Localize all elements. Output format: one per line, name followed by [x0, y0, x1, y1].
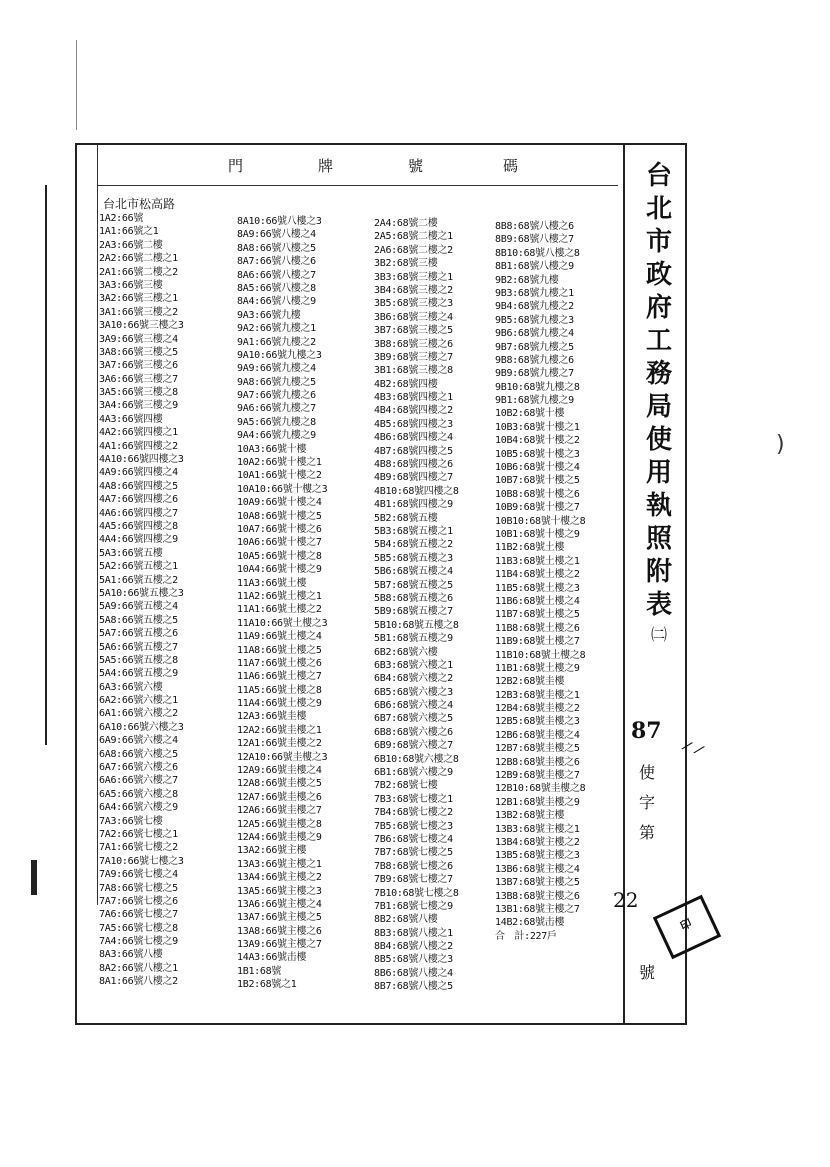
address-entry: 12A10:66號圭樓之3 — [237, 751, 328, 763]
address-entry: 6B7:68號六樓之5 — [374, 713, 453, 725]
address-entry: 8A6:66號八樓之7 — [237, 269, 316, 281]
inner-left-rule — [97, 145, 98, 905]
address-entry: 3A8:66號三樓之5 — [99, 346, 178, 358]
header-char-4: 碼 — [503, 157, 519, 175]
title-char: 務 — [645, 359, 672, 389]
address-entry: 8B6:68號八樓之4 — [374, 967, 453, 979]
address-entry: 10B4:68號十樓之2 — [495, 435, 580, 447]
address-entry: 11B5:68號土樓之3 — [495, 582, 580, 594]
address-entry: 12B5:68號圭樓之3 — [495, 716, 580, 728]
issue-number: 22 — [613, 888, 639, 912]
address-entry: 11B7:68號土樓之5 — [495, 609, 580, 621]
address-entry: 6B3:68號六樓之1 — [374, 659, 453, 671]
address-entry: 7A3:66號七樓 — [99, 815, 163, 827]
label-shi: 使 — [639, 763, 656, 782]
address-entry: 12A6:66號圭樓之7 — [237, 805, 322, 817]
address-entry: 8A7:66號八樓之6 — [237, 256, 316, 268]
address-entry: 4B1:68號四樓之9 — [374, 499, 453, 511]
address-entry: 13A2:66號主樓 — [237, 845, 307, 857]
address-entry: 7B3:68號七樓之1 — [374, 793, 453, 805]
title-char: 政 — [645, 260, 672, 290]
address-entry: 5A3:66號五樓 — [99, 547, 163, 559]
address-entry: 5B1:68號五樓之9 — [374, 633, 453, 645]
street-name: 台北市松高路 — [103, 197, 176, 211]
address-entry: 11B6:68號土樓之4 — [495, 595, 580, 607]
address-entry: 6A8:66號六樓之5 — [99, 748, 178, 760]
address-entry: 8B5:68號八樓之3 — [374, 954, 453, 966]
address-entry: 12B2:68號圭樓 — [495, 676, 565, 688]
address-entry: 3B7:68號三樓之5 — [374, 325, 453, 337]
address-entry: 2A4:68號二樓 — [374, 218, 438, 229]
address-entry: 13A4:66號主樓之2 — [237, 872, 322, 884]
handwritten-mark: ⟋ ⟋ — [680, 738, 706, 758]
address-entry: 10A1:66號十樓之2 — [237, 470, 322, 482]
address-entry: 合 計:227戶 — [495, 930, 557, 942]
address-entry: 4B2:68號四樓 — [374, 378, 438, 390]
address-entry: 10A7:66號十樓之6 — [237, 523, 322, 535]
title-char: 北 — [645, 194, 672, 224]
address-entry: 3B6:68號三樓之4 — [374, 311, 453, 323]
address-entry: 7A5:66號七樓之8 — [99, 922, 178, 934]
address-entry: 3A7:66號三樓之6 — [99, 360, 178, 372]
address-entry: 7A10:66號七樓之3 — [99, 855, 184, 867]
scan-mark-top-left — [76, 40, 77, 130]
address-entry: 11A4:66號土樓之9 — [237, 698, 322, 710]
address-entry: 5B9:68號五樓之7 — [374, 606, 453, 618]
address-entry: 6B9:68號六樓之7 — [374, 740, 453, 752]
address-entry: 13A6:66號主樓之4 — [237, 898, 322, 910]
address-column-1 — [99, 212, 235, 989]
address-entry: 10A5:66號十樓之8 — [237, 550, 322, 562]
address-entry: 7A7:66號七樓之6 — [99, 895, 178, 907]
address-entry: 11A6:66號土樓之7 — [237, 671, 322, 683]
address-entry: 10B9:68號十樓之7 — [495, 502, 580, 514]
title-char: 附 — [645, 557, 672, 587]
address-entry: 12B8:68號圭樓之6 — [495, 756, 580, 768]
address-entry: 3A3:66號三樓 — [99, 279, 163, 291]
title-char: 用 — [645, 458, 672, 488]
address-entry: 7A8:66號七樓之5 — [99, 882, 178, 894]
address-entry: 6B6:68號六樓之4 — [374, 700, 453, 712]
address-entry: 10A3:66號十樓 — [237, 443, 307, 455]
address-entry: 9A10:66號九樓之3 — [237, 349, 322, 361]
address-entry: 9B9:68號九樓之7 — [495, 368, 574, 380]
address-entry: 10B6:68號十樓之4 — [495, 462, 580, 474]
address-entry: 2A1:66號二樓之2 — [99, 266, 178, 278]
address-entry: 11A8:66號土樓之5 — [237, 644, 322, 656]
address-entry: 8A1:66號八樓之2 — [99, 976, 178, 988]
address-entry: 7B9:68號七樓之7 — [374, 874, 453, 886]
address-entry: 6A5:66號六樓之8 — [99, 788, 178, 800]
address-entry: 12A4:66號圭樓之9 — [237, 831, 322, 843]
address-entry: 12B9:68號圭樓之7 — [495, 770, 580, 782]
address-entry: 6A3:66號六樓 — [99, 681, 163, 693]
address-entry: 3B3:68號三樓之1 — [374, 271, 453, 283]
scan-mark-left-vertical — [45, 185, 47, 745]
address-entry: 7A4:66號七樓之9 — [99, 936, 178, 948]
address-entry: 10A10:66號十樓之3 — [237, 483, 328, 495]
address-entry: 11A9:66號土樓之4 — [237, 631, 322, 643]
address-entry: 7B5:68號七樓之3 — [374, 820, 453, 832]
address-entry: 7A2:66號七樓之1 — [99, 828, 178, 840]
address-entry: 11B3:68號土樓之1 — [495, 555, 580, 567]
table-frame — [75, 143, 687, 1025]
address-entry: 13A9:66號主樓之7 — [237, 939, 322, 951]
address-entry: 4B4:68號四樓之2 — [374, 405, 453, 417]
address-entry: 6B8:68號六樓之6 — [374, 726, 453, 738]
address-entry: 8B4:68號八樓之2 — [374, 941, 453, 953]
address-entry: 9B5:68號九樓之3 — [495, 314, 574, 326]
address-entry: 12A3:66號圭樓 — [237, 711, 307, 723]
address-entry: 12B10:68號圭樓之8 — [495, 783, 586, 795]
address-entry: 7B4:68號七樓之2 — [374, 807, 453, 819]
address-entry: 8B2:68號八樓 — [374, 914, 438, 926]
address-entry: 5A1:66號五樓之2 — [99, 574, 178, 586]
address-entry: 13B4:68號主樓之2 — [495, 836, 580, 848]
address-entry: 4A7:66號四樓之6 — [99, 494, 178, 506]
address-entry: 5A7:66號五樓之6 — [99, 628, 178, 640]
address-entry: 5A5:66號五樓之8 — [99, 654, 178, 666]
address-entry: 12A5:66號圭樓之8 — [237, 818, 322, 830]
address-entry: 13A8:66號主樓之6 — [237, 925, 322, 937]
address-entry: 9B7:68號九樓之5 — [495, 341, 574, 353]
address-entry: 14B2:68號击樓 — [495, 917, 565, 929]
address-entry: 3A2:66號三樓之1 — [99, 293, 178, 305]
address-column-4 — [495, 220, 631, 943]
address-entry: 3B1:68號三樓之8 — [374, 365, 453, 377]
address-entry: 10B5:68號十樓之3 — [495, 448, 580, 460]
address-entry: 10B3:68號十樓之1 — [495, 421, 580, 433]
address-entry: 5A9:66號五樓之4 — [99, 601, 178, 613]
address-entry: 1B1:68號 — [237, 965, 282, 977]
address-entry: 7A6:66號七樓之7 — [99, 909, 178, 921]
address-entry: 5B7:68號五樓之5 — [374, 579, 453, 591]
address-entry: 11A2:66號土樓之1 — [237, 590, 322, 602]
address-entry: 8A8:66號八樓之5 — [237, 242, 316, 254]
address-entry: 12B1:68號圭樓之9 — [495, 796, 580, 808]
address-entry: 9A2:66號九樓之1 — [237, 323, 316, 335]
address-entry: 10B8:68號十樓之6 — [495, 488, 580, 500]
address-entry: 8B10:68號八樓之8 — [495, 247, 580, 259]
address-entry: 6B1:68號六樓之9 — [374, 767, 453, 779]
address-entry: 10A6:66號十樓之7 — [237, 537, 322, 549]
address-entry: 8B7:68號八樓之5 — [374, 981, 453, 993]
address-entry: 12B7:68號圭樓之5 — [495, 743, 580, 755]
title-char: 台 — [645, 161, 672, 191]
seal-stamp: 印 — [653, 895, 721, 960]
address-entry: 5B6:68號五樓之4 — [374, 566, 453, 578]
address-entry: 4A5:66號四樓之8 — [99, 520, 178, 532]
address-entry: 13B1:68號主樓之7 — [495, 903, 580, 915]
address-entry: 8A10:66號八樓之3 — [237, 216, 322, 227]
address-entry: 4A4:66號四樓之9 — [99, 534, 178, 546]
address-entry: 13A3:66號主樓之1 — [237, 858, 322, 870]
label-zi: 字 — [639, 793, 656, 812]
address-entry: 1A2:66號 — [99, 213, 144, 224]
address-entry: 3B8:68號三樓之6 — [374, 338, 453, 350]
address-entry: 7A1:66號七樓之2 — [99, 842, 178, 854]
address-entry: 7B8:68號七樓之6 — [374, 860, 453, 872]
address-entry: 5B5:68號五樓之3 — [374, 552, 453, 564]
title-char: 照 — [645, 524, 672, 554]
address-entry: 2A6:68號二樓之2 — [374, 244, 453, 256]
address-entry: 11B9:68號土樓之7 — [495, 636, 580, 648]
address-entry: 4B8:68號四樓之6 — [374, 459, 453, 471]
address-entry: 9A1:66號九樓之2 — [237, 336, 316, 348]
address-entry: 9B8:68號九樓之6 — [495, 354, 574, 366]
address-entry: 8A9:66號八樓之4 — [237, 229, 316, 241]
address-entry: 10B1:68號十樓之9 — [495, 528, 580, 540]
address-entry: 6B10:68號六樓之8 — [374, 753, 459, 765]
address-entry: 8A4:66號八樓之9 — [237, 296, 316, 308]
address-entry: 6B2:68號六樓 — [374, 646, 438, 658]
address-entry: 3B5:68號三樓之3 — [374, 298, 453, 310]
title-char: 使 — [645, 425, 672, 455]
address-entry: 10B7:68號十樓之5 — [495, 475, 580, 487]
address-entry: 11B2:68號土樓 — [495, 542, 565, 554]
address-entry: 7A9:66號七樓之4 — [99, 869, 178, 881]
title-char: 府 — [645, 293, 672, 323]
address-entry: 3A5:66號三樓之8 — [99, 387, 178, 399]
address-entry: 4A9:66號四樓之4 — [99, 467, 178, 479]
address-entry: 11A3:66號土樓 — [237, 577, 307, 589]
address-entry: 8B8:68號八樓之6 — [495, 221, 574, 232]
address-entry: 5B4:68號五樓之2 — [374, 539, 453, 551]
address-entry: 5B8:68號五樓之6 — [374, 592, 453, 604]
address-entry: 10B2:68號十樓 — [495, 408, 565, 420]
scan-paren-mark: ) — [776, 432, 785, 457]
address-entry: 6A6:66號六樓之7 — [99, 775, 178, 787]
address-entry: 3A6:66號三樓之7 — [99, 373, 178, 385]
address-entry: 13B6:68號主樓之4 — [495, 863, 580, 875]
address-entry: 7B7:68號七樓之5 — [374, 847, 453, 859]
address-entry: 6A9:66號六樓之4 — [99, 735, 178, 747]
address-entry: 12B3:68號圭樓之1 — [495, 689, 580, 701]
address-entry: 9A7:66號九樓之6 — [237, 390, 316, 402]
address-entry: 6A1:66號六樓之2 — [99, 708, 178, 720]
address-entry: 3B2:68號三樓 — [374, 258, 438, 270]
address-entry: 9B10:68號九樓之8 — [495, 381, 580, 393]
title-char: 執 — [645, 491, 672, 521]
address-entry: 8B3:68號八樓之1 — [374, 927, 453, 939]
address-entry: 5A8:66號五樓之5 — [99, 614, 178, 626]
address-entry: 13B5:68號主樓之3 — [495, 850, 580, 862]
address-entry: 9A3:66號九樓 — [237, 309, 301, 321]
title-char: 局 — [645, 392, 672, 422]
address-entry: 6B5:68號六樓之3 — [374, 686, 453, 698]
address-entry: 12A2:66號圭樓之1 — [237, 724, 322, 736]
address-entry: 4B9:68號四樓之7 — [374, 472, 453, 484]
address-entry: 3A10:66號三樓之3 — [99, 320, 184, 332]
address-entry: 11B8:68號土樓之6 — [495, 622, 580, 634]
address-entry: 12B6:68號圭樓之4 — [495, 729, 580, 741]
address-entry: 13B2:68號主樓 — [495, 810, 565, 822]
address-entry: 4B10:68號四樓之8 — [374, 485, 459, 497]
address-entry: 4A3:66號四樓 — [99, 413, 163, 425]
address-entry: 9A8:66號九樓之5 — [237, 376, 316, 388]
address-entry: 7B1:68號七樓之9 — [374, 900, 453, 912]
address-entry: 4B6:68號四樓之4 — [374, 432, 453, 444]
address-entry: 10A8:66號十樓之5 — [237, 510, 322, 522]
address-entry: 9B3:68號九樓之1 — [495, 287, 574, 299]
address-column-2 — [237, 215, 373, 992]
address-entry: 3A4:66號三樓之9 — [99, 400, 178, 412]
address-entry: 5A2:66號五樓之1 — [99, 561, 178, 573]
address-entry: 4B7:68號四樓之5 — [374, 445, 453, 457]
address-entry: 5A4:66號五樓之9 — [99, 668, 178, 680]
address-entry: 10A9:66號十樓之4 — [237, 497, 322, 509]
address-entry: 13A7:66號主樓之5 — [237, 912, 322, 924]
address-entry: 3A9:66號三樓之4 — [99, 333, 178, 345]
address-entry: 13B7:68號主樓之5 — [495, 877, 580, 889]
address-entry: 12A9:66號圭樓之4 — [237, 765, 322, 777]
address-entry: 12B4:68號圭樓之2 — [495, 703, 580, 715]
header-char-3: 號 — [408, 157, 424, 175]
permit-number: 87 — [631, 718, 662, 744]
address-entry: 11B10:68號土樓之8 — [495, 649, 586, 661]
address-entry: 9B1:68號九樓之9 — [495, 395, 574, 407]
address-entry: 11A1:66號土樓之2 — [237, 604, 322, 616]
address-entry: 8A2:66號八樓之1 — [99, 962, 178, 974]
address-entry: 9A5:66號九樓之8 — [237, 416, 316, 428]
address-entry: 4A8:66號四樓之5 — [99, 480, 178, 492]
title-suffix: ㈡ — [650, 625, 667, 644]
address-entry: 13A5:66號主樓之3 — [237, 885, 322, 897]
address-entry: 5A10:66號五樓之3 — [99, 587, 184, 599]
address-entry: 7B6:68號七樓之4 — [374, 833, 453, 845]
address-entry: 13B3:68號主樓之1 — [495, 823, 580, 835]
label-hao: 號 — [639, 963, 656, 982]
address-entry: 2A2:66號二樓之1 — [99, 253, 178, 265]
address-entry: 5A6:66號五樓之7 — [99, 641, 178, 653]
address-entry: 9B4:68號九樓之2 — [495, 301, 574, 313]
scan-mark-left-small — [31, 860, 37, 895]
address-entry: 13B8:68號主樓之6 — [495, 890, 580, 902]
address-entry: 5B3:68號五樓之1 — [374, 525, 453, 537]
address-entry: 9A9:66號九樓之4 — [237, 363, 316, 375]
address-entry: 4B3:68號四樓之1 — [374, 392, 453, 404]
address-entry: 6B4:68號六樓之2 — [374, 673, 453, 685]
address-entry: 6A2:66號六樓之1 — [99, 695, 178, 707]
address-entry: 5B10:68號五樓之8 — [374, 619, 459, 631]
label-di: 第 — [639, 823, 656, 842]
address-entry: 11B1:68號土樓之9 — [495, 662, 580, 674]
header-char-2: 牌 — [318, 157, 334, 175]
address-entry: 11A10:66號土樓之3 — [237, 617, 328, 629]
address-entry: 2A5:68號二樓之1 — [374, 231, 453, 243]
address-entry: 7B10:68號七樓之8 — [374, 887, 459, 899]
address-column-3 — [374, 217, 510, 994]
title-char: 市 — [645, 227, 672, 257]
address-entry: 1B2:68號之1 — [237, 979, 297, 991]
address-entry: 10A2:66號十樓之1 — [237, 457, 322, 469]
address-entry: 2A3:66號二樓 — [99, 239, 163, 251]
address-entry: 3A1:66號三樓之2 — [99, 306, 178, 318]
address-entry: 6A10:66號六樓之3 — [99, 721, 184, 733]
header-char-1: 門 — [228, 157, 244, 175]
address-entry: 9B2:68號九樓 — [495, 274, 559, 286]
address-entry: 10A4:66號十樓之9 — [237, 564, 322, 576]
address-entry: 9B6:68號九樓之4 — [495, 328, 574, 340]
address-entry: 12A7:66號圭樓之6 — [237, 791, 322, 803]
table-header — [97, 145, 618, 186]
title-char: 工 — [645, 326, 672, 356]
address-entry: 6A4:66號六樓之9 — [99, 802, 178, 814]
address-entry: 8A3:66號八樓 — [99, 949, 163, 961]
address-entry: 8B9:68號八樓之7 — [495, 234, 574, 246]
address-entry: 3B9:68號三樓之7 — [374, 351, 453, 363]
address-entry: 9A4:66號九樓之9 — [237, 430, 316, 442]
vertical-title — [636, 160, 682, 745]
address-entry: 7B2:68號七樓 — [374, 780, 438, 792]
address-entry: 11A7:66號土樓之6 — [237, 657, 322, 669]
address-entry: 4A10:66號四樓之3 — [99, 454, 184, 466]
address-entry: 14A3:66號击樓 — [237, 952, 307, 964]
address-entry: 10B10:68號十樓之8 — [495, 515, 586, 527]
address-entry: 8B1:68號八樓之9 — [495, 261, 574, 273]
address-entry: 11B4:68號土樓之2 — [495, 569, 580, 581]
address-entry: 5B2:68號五樓 — [374, 512, 438, 524]
address-entry: 1A1:66號之1 — [99, 226, 159, 238]
address-entry: 4A6:66號四樓之7 — [99, 507, 178, 519]
address-entry: 11A5:66號土樓之8 — [237, 684, 322, 696]
address-entry: 4B5:68號四樓之3 — [374, 418, 453, 430]
address-entry: 8A5:66號八樓之8 — [237, 282, 316, 294]
address-entry: 4A2:66號四樓之1 — [99, 427, 178, 439]
address-entry: 4A1:66號四樓之2 — [99, 440, 178, 452]
address-entry: 12A1:66號圭樓之2 — [237, 738, 322, 750]
address-entry: 12A8:66號圭樓之5 — [237, 778, 322, 790]
address-entry: 9A6:66號九樓之7 — [237, 403, 316, 415]
address-entry: 3B4:68號三樓之2 — [374, 284, 453, 296]
address-entry: 6A7:66號六樓之6 — [99, 762, 178, 774]
title-char: 表 — [645, 590, 672, 620]
